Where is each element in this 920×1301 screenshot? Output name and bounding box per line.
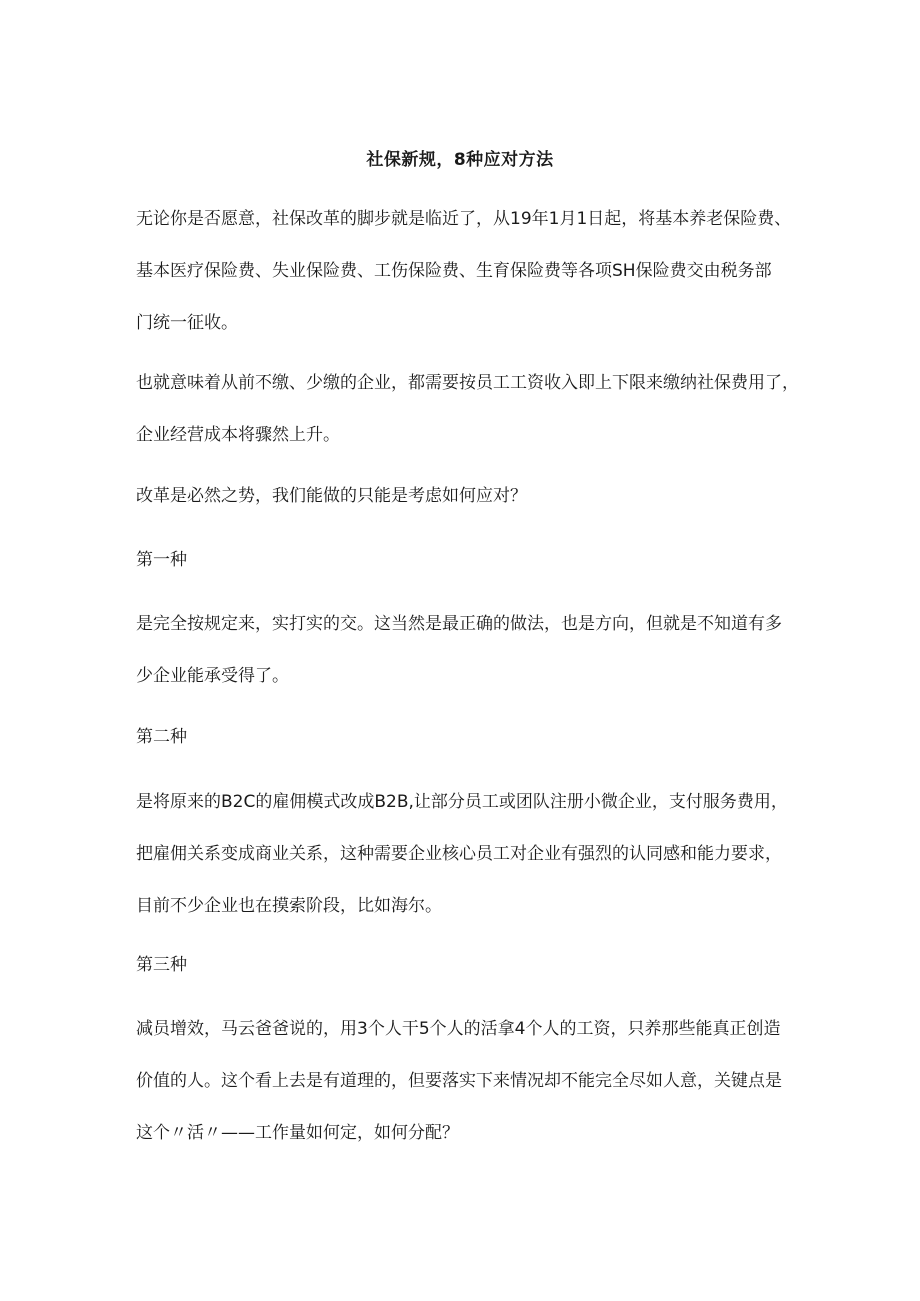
paragraph-question	[136, 470, 786, 522]
paragraph-line: 目前不少企业也在摸索阶段，比如海尔。	[136, 896, 442, 916]
paragraph-line: 价值的人。这个看上去是有道理的，但要落实下来情况却不能完全尽如人意，关键点是	[136, 1071, 782, 1091]
paragraph-line: 企业经营成本将骤然上升。	[136, 425, 340, 445]
section-body-1	[136, 598, 786, 702]
paragraph-intro	[136, 193, 792, 349]
paragraph-line: 这个〃活〃——工作量如何定，如何分配？	[136, 1123, 459, 1143]
section-body-3	[136, 1003, 786, 1159]
paragraph-line: 基本医疗保险费、失业保险费、工伤保险费、生育保险费等各项SH保险费交由税务部	[136, 261, 772, 281]
paragraph-line: 无论你是否愿意，社保改革的脚步就是临近了，从19年1月1日起，将基本养老保险费、	[136, 209, 792, 229]
section-heading-2: 第二种	[136, 727, 187, 747]
paragraph-line: 也就意味着从前不缴、少缴的企业，都需要按员工工资收入即上下限来缴纳社保费用了，	[136, 373, 799, 393]
section-heading-3: 第三种	[136, 955, 187, 975]
paragraph-line: 减员增效，马云爸爸说的，用3个人干5个人的活拿4个人的工资，只养那些能真正创造	[136, 1019, 781, 1039]
paragraph-line: 少企业能承受得了。	[136, 666, 289, 686]
paragraph-line: 改革是必然之势，我们能做的只能是考虑如何应对？	[136, 486, 527, 506]
paragraph-line: 是将原来的B2C的雇佣模式改成B2B,让部分员工或团队注册小微企业，支付服务费用，	[136, 792, 788, 812]
document-title: 社保新规，8种应对方法	[366, 150, 554, 170]
paragraph-line: 把雇佣关系变成商业关系，这种需要企业核心员工对企业有强烈的认同感和能力要求，	[136, 844, 782, 864]
paragraph-line: 是完全按规定来，实打实的交。这当然是最正确的做法，也是方向，但就是不知道有多	[136, 614, 782, 634]
section-heading-1: 第一种	[136, 550, 187, 570]
paragraph-impact	[136, 357, 799, 461]
paragraph-line: 门统一征收。	[136, 313, 238, 333]
section-body-2	[136, 776, 786, 932]
